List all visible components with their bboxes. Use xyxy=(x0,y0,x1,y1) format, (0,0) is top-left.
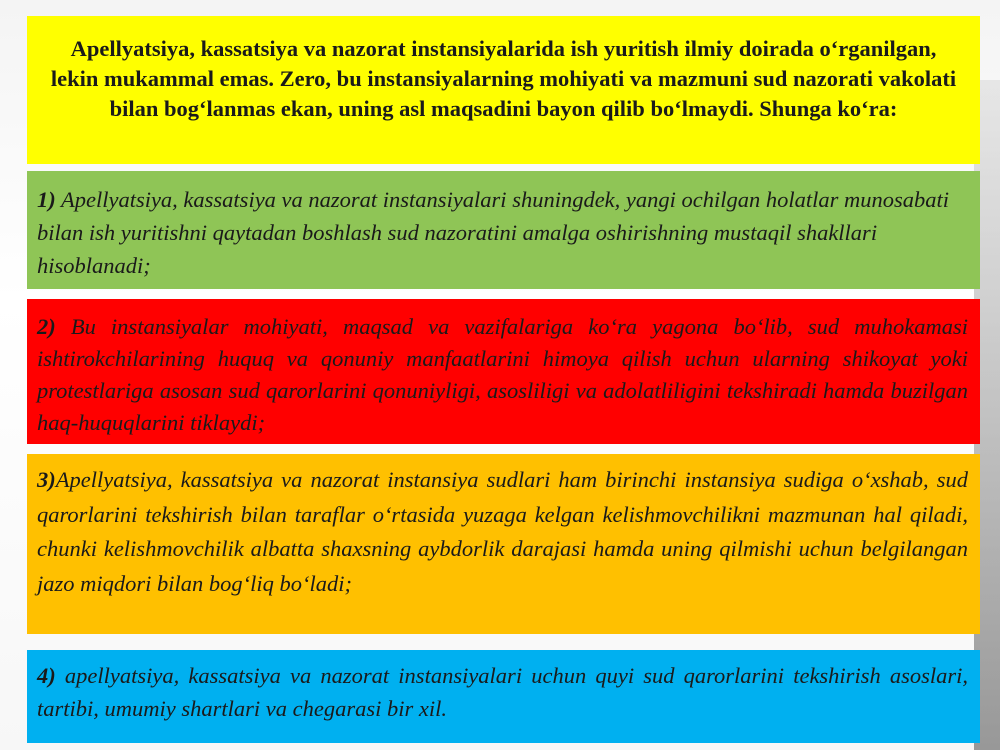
point-3-box xyxy=(27,454,980,634)
point-2-text: Bu instansiyalar mohiyati, maqsad va vazifalariga ko‘ra yagona bo‘lib, sud muhokamasi ishtirokchilarining huquq va qonuniy manfaatlarini himoya qilish uchun ularning shikoyat yoki protestlariga asosan sud qarorlarini qonuniyligi, asosliligi va adolatliligini tekshiradi hamda buzilgan haq-huquqlarini tiklaydi; xyxy=(37,314,968,435)
point-3-text: Apellyatsiya, kassatsiya va nazorat instansiya sudlari ham birinchi instansiya sudiga o‘xshab, sud qarorlarini tekshirish bilan taraflar o‘rtasida yuzaga kelgan kelishmovchilikni mazmunan hal qiladi, chunki kelishmovchilik albatta shaxsning aybdorlik darajasi hamda uning qilmishi uchun belgilangan jazo miqdori bilan bog‘liq bo‘ladi; xyxy=(37,467,968,596)
point-1-text: Apellyatsiya, kassatsiya va nazorat instansiyalari shuningdek, yangi ochilgan holatlar munosabati bilan ish yuritishni qaytadan boshlash sud nazoratini amalga oshirishning mustaqil shakllari hisoblanadi; xyxy=(37,187,950,278)
point-2-number: 2) xyxy=(37,314,56,339)
point-2-box xyxy=(27,299,980,444)
point-4-number: 4) xyxy=(37,663,56,688)
title-text: Apellyatsiya, kassatsiya va nazorat instansiyalarida ish yuritish ilmiy doirada o‘rganilgan, lekin mukammal emas. Zero, bu instansiyalarning mohiyati va mazmuni sud nazorati vakolati bilan bog‘lanmas ekan, uning asl maqsadini bayon qilib bo‘lmaydi. Shunga ko‘ra: xyxy=(50,36,957,121)
point-4-box xyxy=(27,650,980,743)
title-box xyxy=(27,16,980,164)
point-3-number: 3) xyxy=(37,467,56,492)
point-1-box xyxy=(27,171,980,289)
point-4-text: apellyatsiya, kassatsiya va nazorat instansiyalari uchun quyi sud qarorlarini tekshirish asoslari, tartibi, umumiy shartlari va chegarasi bir xil. xyxy=(37,663,968,721)
point-1-number: 1) xyxy=(37,187,56,212)
